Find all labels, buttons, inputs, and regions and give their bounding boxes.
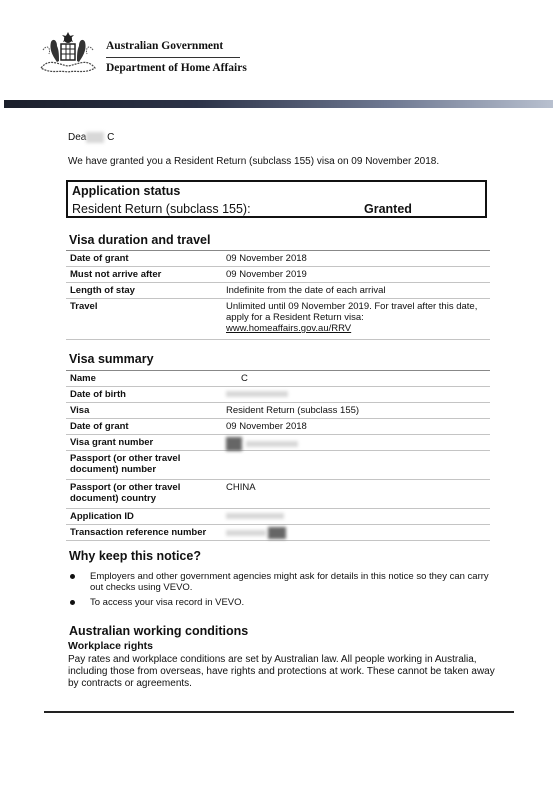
table-row: Date of grant 09 November 2018 xyxy=(66,419,490,435)
visa-duration-table xyxy=(66,250,490,340)
table-row: Transaction reference number xyxy=(66,525,490,541)
why-keep-title: Why keep this notice? xyxy=(69,549,201,563)
header-band xyxy=(4,100,553,108)
redacted-value xyxy=(226,437,242,451)
table-row: Length of stay Indefinite from the date of each arrival xyxy=(66,283,490,299)
bullet-icon xyxy=(70,600,75,605)
intro-text: We have granted you a Resident Return (subclass 155) visa on 09 November 2018. xyxy=(68,156,440,167)
visa-summary-table xyxy=(66,370,490,541)
letterhead xyxy=(0,0,557,100)
table-row: Must not arrive after 09 November 2019 xyxy=(66,267,490,283)
list-item: Employers and other government agencies might ask for details in this notice so they can carry out checks using VEVO. xyxy=(68,571,498,593)
working-conditions-title: Australian working conditions xyxy=(69,624,249,638)
department-name: Department of Home Affairs xyxy=(106,62,247,74)
table-row: Date of grant 09 November 2018 xyxy=(66,251,490,267)
visa-duration-title: Visa duration and travel xyxy=(69,233,211,247)
salutation: Dea C xyxy=(68,132,115,144)
table-row: Date of birth xyxy=(66,387,490,403)
list-item: To access your visa record in VEVO. xyxy=(68,597,498,608)
application-status-visa: Resident Return (subclass 155): xyxy=(72,202,251,216)
redacted-value xyxy=(268,527,286,539)
redacted-value xyxy=(226,530,266,536)
redacted-value xyxy=(226,391,288,397)
table-row: Travel Unlimited until 09 November 2019. For travel after this date, apply for a Resident Return visa: www.homeaffairs.gov.au/RRV xyxy=(66,299,490,340)
workplace-rights-subtitle: Workplace rights xyxy=(68,640,153,652)
page-divider xyxy=(44,711,514,713)
redacted-value xyxy=(226,513,284,519)
why-keep-list xyxy=(68,571,498,612)
visa-summary-title: Visa summary xyxy=(69,352,154,366)
government-name: Australian Government xyxy=(106,40,224,52)
bullet-icon xyxy=(70,574,75,579)
table-row: Visa Resident Return (subclass 155) xyxy=(66,403,490,419)
table-row: Application ID xyxy=(66,509,490,525)
agency-divider xyxy=(106,57,240,58)
redacted-value xyxy=(246,441,298,447)
table-row: Passport (or other travel document) number xyxy=(66,451,490,480)
table-row: Name C xyxy=(66,371,490,387)
application-status-value: Granted xyxy=(364,202,412,216)
agency-name xyxy=(106,40,247,74)
table-row: Passport (or other travel document) country CHINA xyxy=(66,480,490,509)
application-status-box xyxy=(66,180,487,218)
coat-of-arms-icon xyxy=(37,28,99,76)
application-status-title: Application status xyxy=(72,184,181,198)
working-conditions-body: Pay rates and workplace conditions are set by Australian law. All people working in Australia, including those from overseas, have rights and protections at work. These cannot be taken away by contracts or agreements. xyxy=(68,654,495,689)
table-row: Visa grant number xyxy=(66,435,490,451)
redacted-name xyxy=(86,132,104,143)
rrv-link[interactable]: www.homeaffairs.gov.au/RRV xyxy=(226,323,352,334)
